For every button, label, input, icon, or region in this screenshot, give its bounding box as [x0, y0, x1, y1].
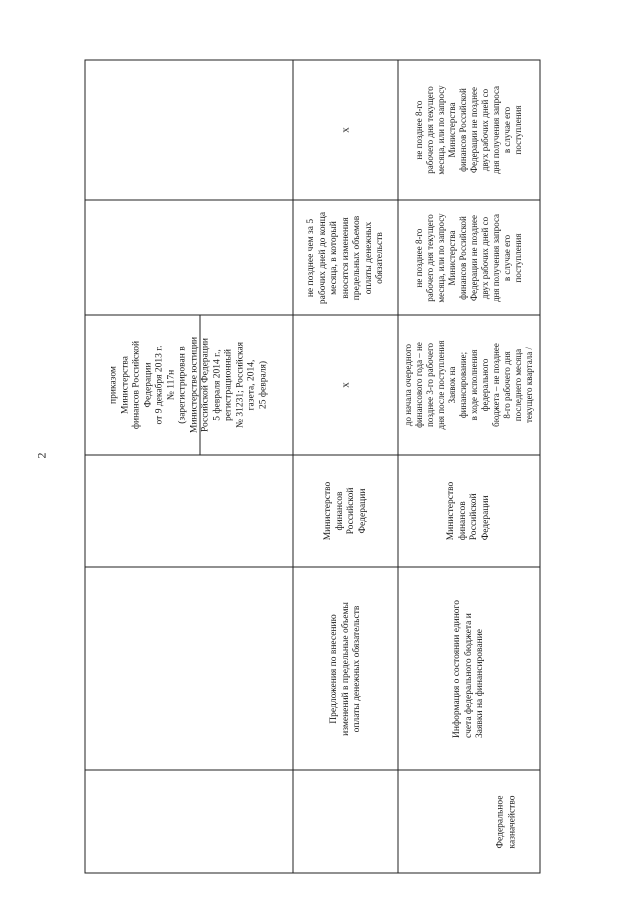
cell-text-line: вносятся изменения [339, 216, 350, 299]
cell-text-line: изменений в предельные объемы [339, 601, 350, 736]
cell-text-line: приказом [108, 366, 119, 404]
cell-text-line: последнего месяца [513, 348, 523, 422]
cell-text-line: финансов [334, 491, 344, 531]
cell-text-line: в случае его [502, 106, 512, 154]
cell-text-line: обязательств [374, 231, 385, 284]
cell-text-line: финансового года – не [414, 342, 424, 428]
cell-text-line: газета, 2014, [246, 359, 257, 411]
cell-text-line: счета федерального бюджета и [463, 612, 474, 738]
cell-text-line: (зарегистрирован в [177, 346, 188, 424]
cell-text-line: в случае его [502, 234, 512, 281]
cell-text-line: № 117н [166, 369, 176, 401]
top-col4-cell [85, 315, 293, 455]
cell-text-line: оплаты денежных обязательств [351, 605, 362, 732]
cell-text-line: Министерство [446, 481, 456, 541]
cell-text-line: рабочих дней до конца [316, 211, 327, 304]
cell-text-line: регистрационный [223, 349, 234, 421]
cell-text-line: Федерации не позднее [469, 214, 479, 301]
cell-text-line: не позднее 8-го [414, 100, 424, 160]
cell-text-line: бюджета – не позднее [491, 343, 501, 427]
cell-text-line: Заявок на [447, 366, 457, 404]
page-number: 2 [34, 452, 49, 459]
bottom-col2-cell [398, 567, 540, 770]
cell-text-line: Министерства [120, 356, 130, 414]
cell-text-line: месяца, или по запросу [436, 85, 446, 175]
bottom-col4-cell [398, 315, 540, 455]
cell-text-line: дня получения запроса [491, 85, 501, 175]
cell-text-line: двух рабочих дней со [480, 88, 490, 172]
bottom-col3-cell [398, 455, 540, 567]
cell-text-line: двух рабочих дней со [480, 216, 490, 299]
cell-text-line: текущего квартала / [524, 346, 534, 424]
cell-text-line: Информация о состоянии единого [451, 599, 462, 738]
cell-text-line: Министерство [322, 481, 333, 541]
cell-text-line: до начала очередного [403, 343, 413, 427]
cell-text-line: Министерства [447, 230, 457, 285]
cell-text-line: казначейство [507, 795, 518, 848]
cell-text-line: Предложения по внесению [328, 613, 339, 724]
bottom-col1-cell [398, 770, 540, 873]
cell-text-line: в ходе исполнения [469, 349, 479, 421]
cell-text-line: дня после поступления [436, 340, 446, 430]
cell-text-line: Министерства [447, 102, 457, 158]
cell-text-line: месяца, или по запросу [436, 212, 446, 303]
cell-text-line: дня получения запроса [491, 213, 501, 302]
cell-text-line: № 31231; Российская [235, 341, 245, 429]
cell-text-line: финансов Российской [458, 215, 468, 300]
cell-text-line: федерального [480, 358, 490, 412]
cell-text-line: не позднее 8-го [414, 228, 424, 287]
cell-text-line: предельных объемов [351, 215, 362, 300]
cell-text-line: 5 февраля 2014 г., [212, 349, 222, 421]
cell-text-line: поступления [513, 105, 523, 155]
cell-text-line: Министерстве юстиции [189, 336, 199, 434]
cell-text-line: не позднее чем за 5 [305, 218, 316, 297]
cell-text-line: Федеральное [495, 795, 506, 848]
top-col6-cell [293, 60, 398, 200]
top-col3-cell [293, 455, 398, 567]
cell-text-line: рабочего дня текущего [425, 86, 435, 174]
cell-text-line: Заявки на финансирование [474, 628, 485, 738]
top-col2-cell [293, 567, 398, 770]
cell-text-line: 25 февраля) [258, 360, 268, 410]
cell-text-line: финансирование; [458, 351, 468, 419]
cell-text-line: позднее 3-го рабочего [425, 343, 435, 427]
cell-text-line: поступления [513, 233, 523, 282]
cell-text-line: оплаты денежных [362, 221, 373, 294]
cell-text-line: финансов [457, 501, 468, 541]
cross-mark: x [338, 127, 351, 133]
cross-mark: x [338, 382, 351, 388]
cell-text-line: месяца, в который [328, 220, 339, 295]
cell-text-line: рабочего дня текущего [425, 213, 435, 302]
cell-text-line: от 9 декабря 2013 г. [154, 345, 165, 425]
cell-text-line: Федерации [480, 495, 491, 541]
cell-text-line: Федерации [143, 362, 153, 408]
cell-text-line: финансов Российской [458, 88, 468, 172]
cell-text-line: Российской Федерации [200, 337, 211, 433]
cell-text-line: Российской [345, 487, 356, 535]
cell-text-line: Федерации не позднее [469, 87, 479, 173]
top-col4b-cell [293, 315, 398, 455]
cell-text-line: Российской [469, 493, 479, 541]
cell-text-line: 8-го рабочего дня [502, 351, 512, 419]
bottom-col6-cell [398, 60, 540, 200]
top-col5-cell [293, 200, 398, 315]
cell-text-line: финансов Российской [131, 340, 142, 430]
bottom-col5-cell [398, 200, 540, 315]
cell-text-line: Федерации [357, 488, 367, 534]
